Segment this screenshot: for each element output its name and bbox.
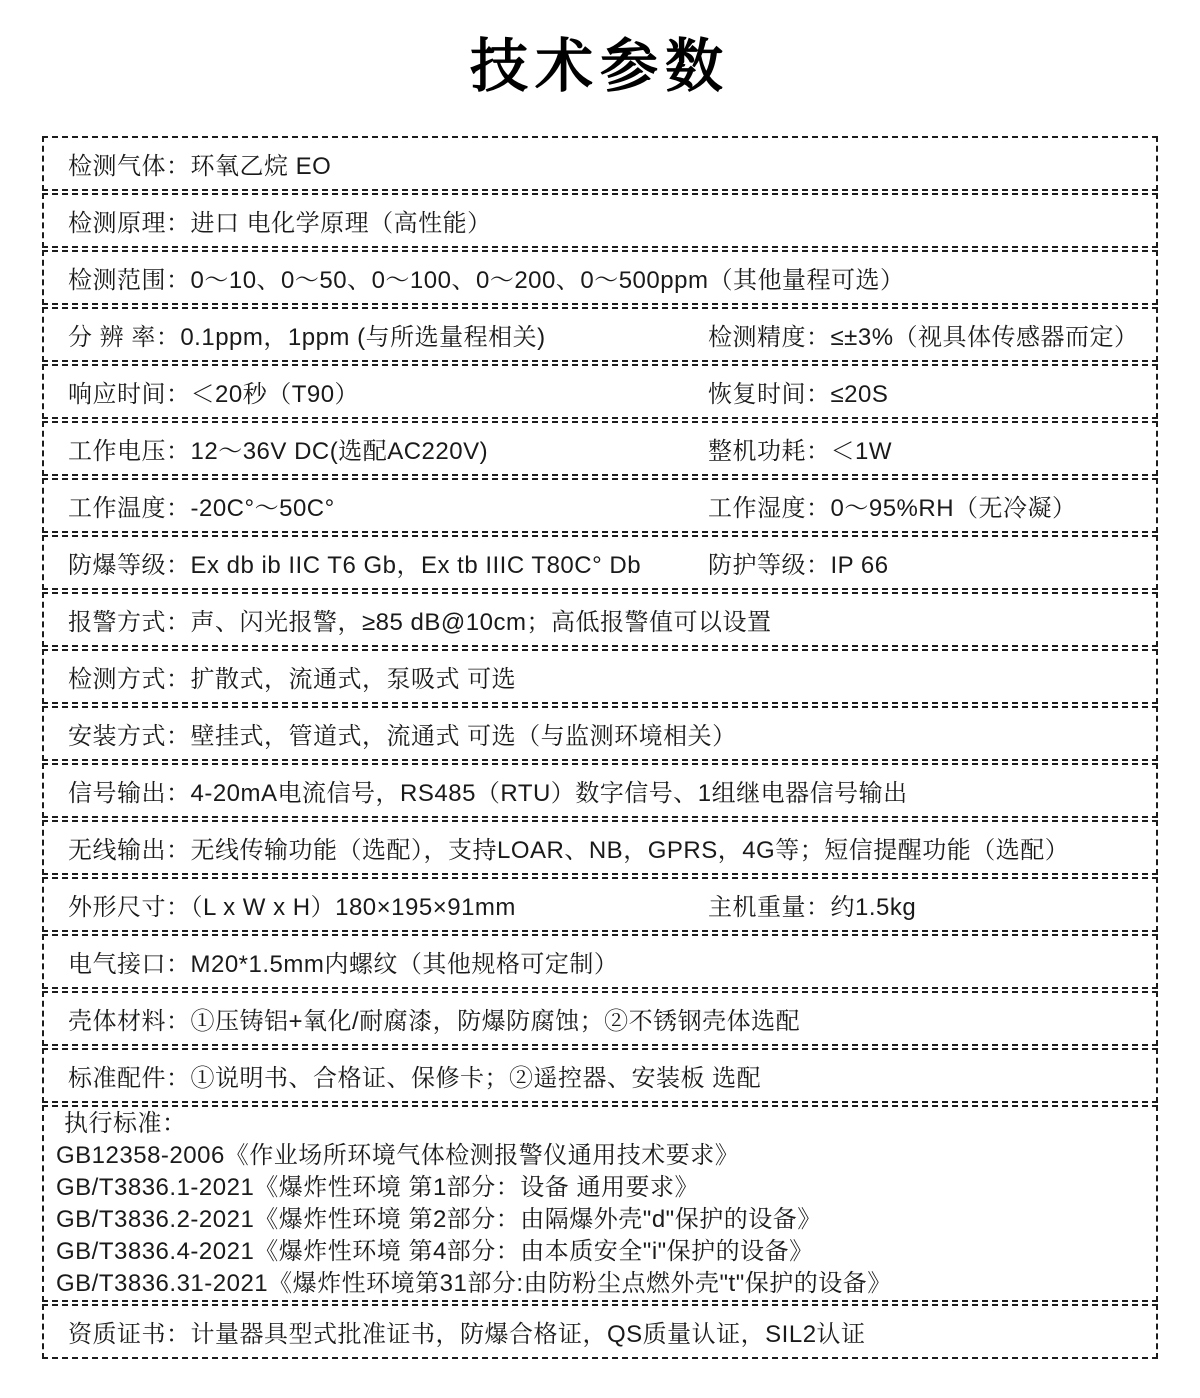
row-text-left: 工作温度：-20C°～50C°	[68, 495, 335, 522]
table-row	[42, 649, 1158, 704]
table-row	[42, 250, 1158, 305]
row-text-right: 工作湿度：0～95%RH（无冷凝）	[708, 495, 1077, 522]
row-text: 检测范围：0～10、0～50、0～100、0～200、0～500ppm（其他量程可选）	[68, 267, 905, 294]
row-text: 电气接口：M20*1.5mm内螺纹（其他规格可定制）	[68, 951, 619, 978]
row-text-left: 分 辨 率：0.1ppm，1ppm (与所选量程相关)	[68, 324, 546, 351]
table-row	[42, 307, 1158, 362]
table-row	[42, 136, 1158, 191]
row-text-left: 外形尺寸：（L x W x H）180×195×91mm	[68, 894, 516, 921]
table-row	[42, 364, 1158, 419]
table-row	[42, 1048, 1158, 1103]
row-text-line: 执行标准：	[64, 1109, 187, 1137]
row-text-right: 恢复时间：≤20S	[708, 381, 889, 408]
row-text: 报警方式：声、闪光报警，≥85 dB@10cm；高低报警值可以设置	[68, 609, 772, 636]
row-text-right: 检测精度：≤±3%（视具体传感器而定）	[708, 324, 1139, 351]
row-text-left: 响应时间：＜20秒（T90）	[68, 381, 360, 408]
table-row	[42, 877, 1158, 932]
table-row	[42, 763, 1158, 818]
page-title: 技术参数	[469, 34, 730, 99]
row-text-line: GB/T3836.1-2021《爆炸性环境 第1部分：设备 通用要求》	[56, 1173, 699, 1201]
row-text: 壳体材料：①压铸铝+氧化/耐腐漆，防爆防腐蚀；②不锈钢壳体选配	[68, 1008, 801, 1035]
table-row	[42, 991, 1158, 1046]
table-row	[42, 706, 1158, 761]
row-text-right: 防护等级：IP 66	[708, 552, 889, 579]
row-text: 安装方式：壁挂式，管道式，流通式 可选（与监测环境相关）	[68, 723, 737, 750]
table-row	[42, 478, 1158, 533]
row-text: 标准配件：①说明书、合格证、保修卡；②遥控器、安装板 选配	[68, 1065, 762, 1092]
table-row	[42, 193, 1158, 248]
table-row	[42, 934, 1158, 989]
row-text: 资质证书：计量器具型式批准证书，防爆合格证，QS质量认证，SIL2认证	[68, 1321, 866, 1348]
table-row	[42, 592, 1158, 647]
row-text-line: GB/T3836.2-2021《爆炸性环境 第2部分：由隔爆外壳"d"保护的设备》	[56, 1205, 822, 1233]
table-row	[42, 820, 1158, 875]
row-text: 检测方式：扩散式，流通式，泵吸式 可选	[68, 666, 517, 693]
table-row	[42, 421, 1158, 476]
table-row	[42, 535, 1158, 590]
row-text-right: 整机功耗：＜1W	[708, 438, 892, 465]
table-row	[42, 1105, 1158, 1302]
row-text: 无线输出：无线传输功能（选配），支持LOAR、NB，GPRS，4G等；短信提醒功能（选配）	[68, 837, 1070, 864]
row-text-line: GB/T3836.4-2021《爆炸性环境 第4部分：由本质安全"i"保护的设备》	[56, 1237, 814, 1265]
technical-parameters-table	[42, 136, 1158, 1359]
row-text-left: 防爆等级：Ex db ib IIC T6 Gb，Ex tb IIIC T80C° Db	[68, 552, 642, 579]
row-text-right: 主机重量：约1.5kg	[708, 894, 917, 921]
row-text: 信号输出：4-20mA电流信号，RS485（RTU）数字信号、1组继电器信号输出	[68, 780, 908, 807]
row-text-line: GB12358-2006《作业场所环境气体检测报警仪通用技术要求》	[56, 1141, 740, 1169]
table-row	[42, 1304, 1158, 1359]
row-text-line: GB/T3836.31-2021《爆炸性环境第31部分:由防粉尘点燃外壳"t"保护的设备》	[56, 1269, 892, 1297]
row-text-left: 工作电压：12～36V DC(选配AC220V)	[68, 438, 489, 465]
row-text: 检测气体：环氧乙烷 EO	[68, 153, 332, 180]
row-text: 检测原理：进口 电化学原理（高性能）	[68, 210, 492, 237]
